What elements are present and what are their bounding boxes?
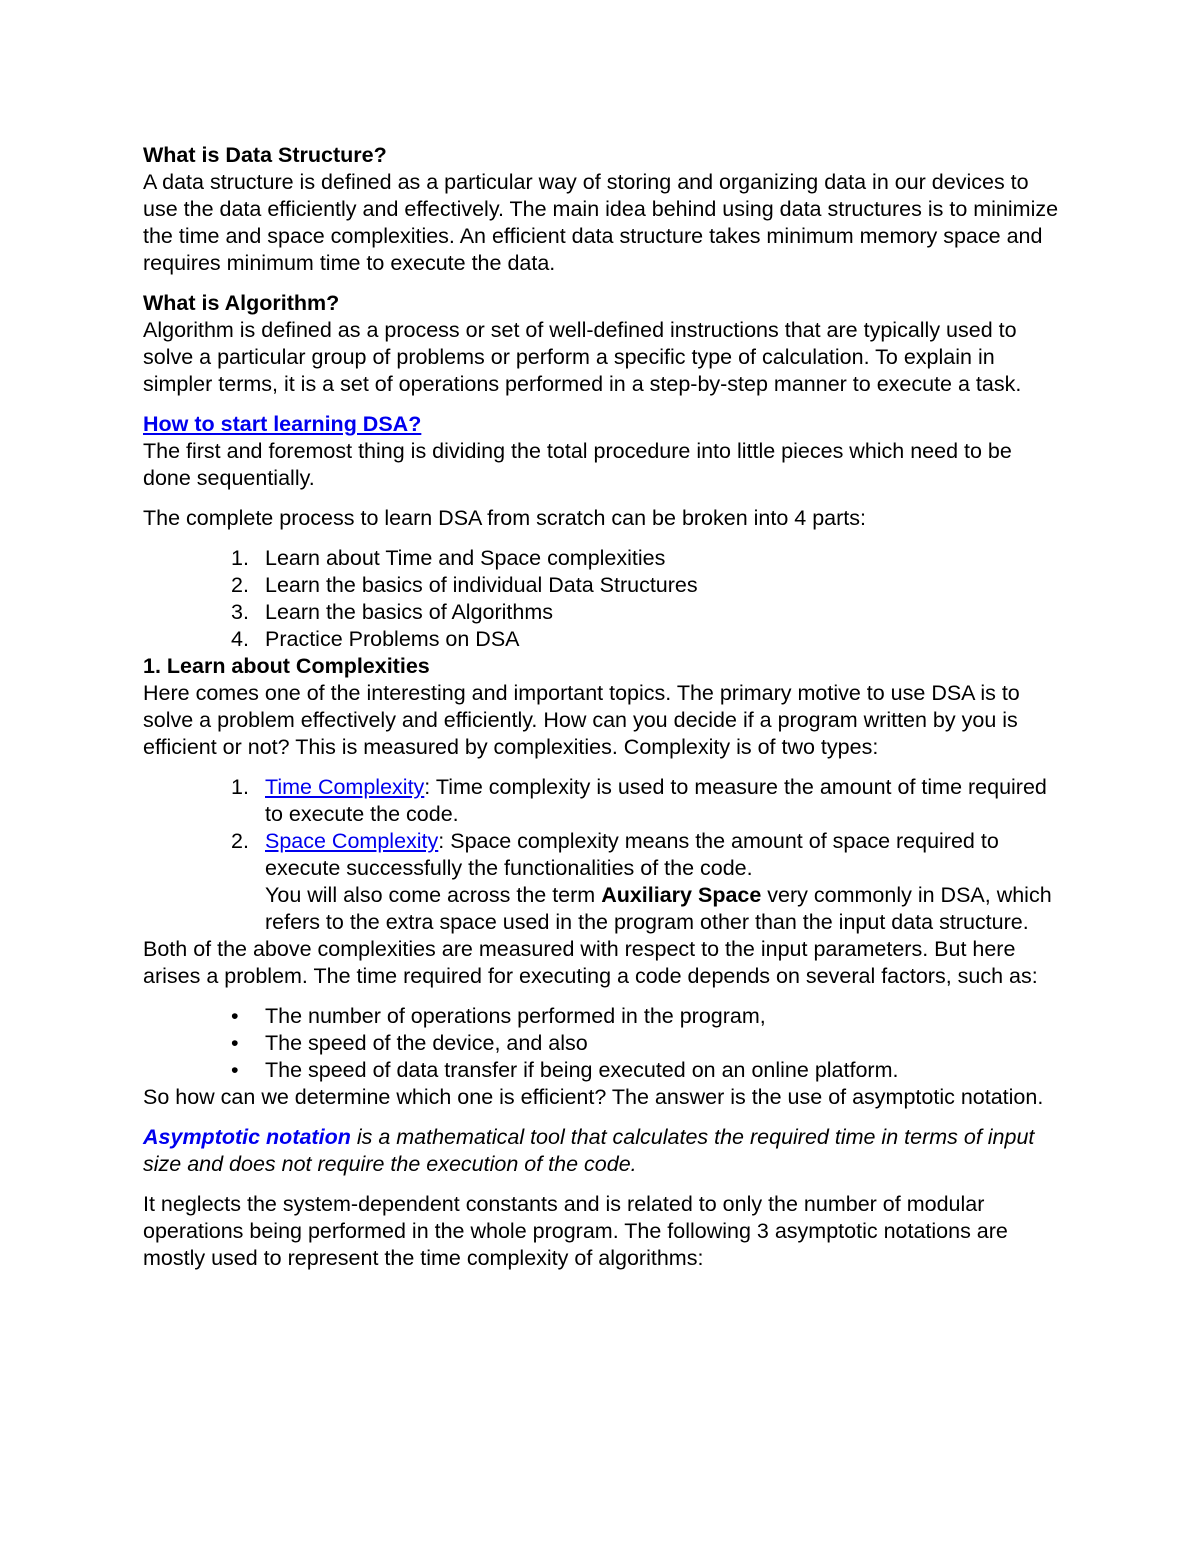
aux-text-post: very commonly in DSA, which refers to the extra space used in the program other than the input data structure. [265, 883, 1052, 934]
paragraph-algorithm: Algorithm is defined as a process or set of well-defined instructions that are typically used to solve a particular group of problems or perform a specific type of calculation. To explain in simpler terms, it is a set of operations performed in a step-by-step manner to execute a task. [143, 318, 1022, 396]
paragraph-neglects: It neglects the system-dependent constants and is related to only the number of modular operations being performed in the whole program. The following 3 asymptotic notations are mostly used to represent the time complexity of algorithms: [143, 1192, 1008, 1270]
list-number: 2. [231, 829, 249, 853]
paragraph-learning: The first and foremost thing is dividing the total procedure into little pieces which need to be done sequentially. [143, 439, 1012, 490]
list-item [143, 572, 1063, 599]
paragraph-asymptotic-definition [143, 1124, 1063, 1178]
bullet-icon: • [231, 1031, 239, 1055]
paragraph-efficiency-question: So how can we determine which one is efficient? The answer is the use of asymptotic notation. [143, 1085, 1044, 1109]
list-item [143, 626, 1063, 653]
list-item [143, 1003, 1063, 1030]
heading-algorithm: What is Algorithm? [143, 291, 340, 315]
aux-term: Auxiliary Space [601, 883, 762, 907]
list-text: The speed of the device, and also [265, 1031, 588, 1055]
list-text: Learn the basics of Algorithms [265, 600, 554, 624]
link-space-complexity[interactable]: Space Complexity [265, 829, 439, 853]
list-item [143, 774, 1063, 828]
list-item [143, 828, 1063, 936]
link-how-to-start-learning[interactable]: How to start learning DSA? [143, 412, 422, 436]
heading-data-structure: What is Data Structure? [143, 143, 387, 167]
document-content [143, 142, 1063, 1272]
link-time-complexity[interactable]: Time Complexity [265, 775, 425, 799]
list-item [143, 599, 1063, 626]
paragraph-complexities: Here comes one of the interesting and important topics. The primary motive to use DSA is to solve a problem effectively and efficiently. How can you decide if a program written by you is efficient or not? This is measured by complexities. Complexity is of two types: [143, 681, 1020, 759]
heading-learning-row [143, 411, 1063, 438]
bullet-icon: • [231, 1004, 239, 1028]
list-text: Learn the basics of individual Data Structures [265, 573, 698, 597]
list-text: The number of operations performed in the program, [265, 1004, 766, 1028]
list-item [143, 1030, 1063, 1057]
list-number: 2. [231, 573, 249, 597]
paragraph-data-structure: A data structure is defined as a particular way of storing and organizing data in our devices to use the data efficiently and effectively. The main idea behind using data structures is to minimize the time and space complexities. An efficient data structure takes minimum memory space and requires minimum time to execute the data. [143, 170, 1059, 275]
asymptotic-definition-text: is a mathematical tool that calculates the required time in terms of input size and does not require the execution of the code. [143, 1125, 1035, 1176]
list-text: Practice Problems on DSA [265, 627, 520, 651]
list-number: 3. [231, 600, 249, 624]
list-item [143, 1057, 1063, 1084]
list-number: 1. [231, 546, 249, 570]
heading-complexities: 1. Learn about Complexities [143, 654, 430, 678]
list-complexity-types [143, 774, 1063, 936]
list-text: The speed of data transfer if being executed on an online platform. [265, 1058, 899, 1082]
bullet-icon: • [231, 1058, 239, 1082]
paragraph-process-intro: The complete process to learn DSA from scratch can be broken into 4 parts: [143, 506, 866, 530]
list-item [143, 545, 1063, 572]
list-factors [143, 1003, 1063, 1084]
aux-text-pre: You will also come across the term [265, 883, 602, 907]
list-text: : Time complexity is used to measure the amount of time required to execute the code. [265, 775, 1047, 826]
list-learning-steps [143, 545, 1063, 653]
list-text: : Space complexity means the amount of space required to execute successfully the functionalities of the code. [265, 829, 999, 880]
list-number: 4. [231, 627, 249, 651]
list-number: 1. [231, 775, 249, 799]
link-asymptotic-notation[interactable]: Asymptotic notation [143, 1125, 351, 1149]
list-text: Learn about Time and Space complexities [265, 546, 666, 570]
paragraph-input-parameters: Both of the above complexities are measured with respect to the input parameters. But here arises a problem. The time required for executing a code depends on several factors, such as: [143, 937, 1038, 988]
